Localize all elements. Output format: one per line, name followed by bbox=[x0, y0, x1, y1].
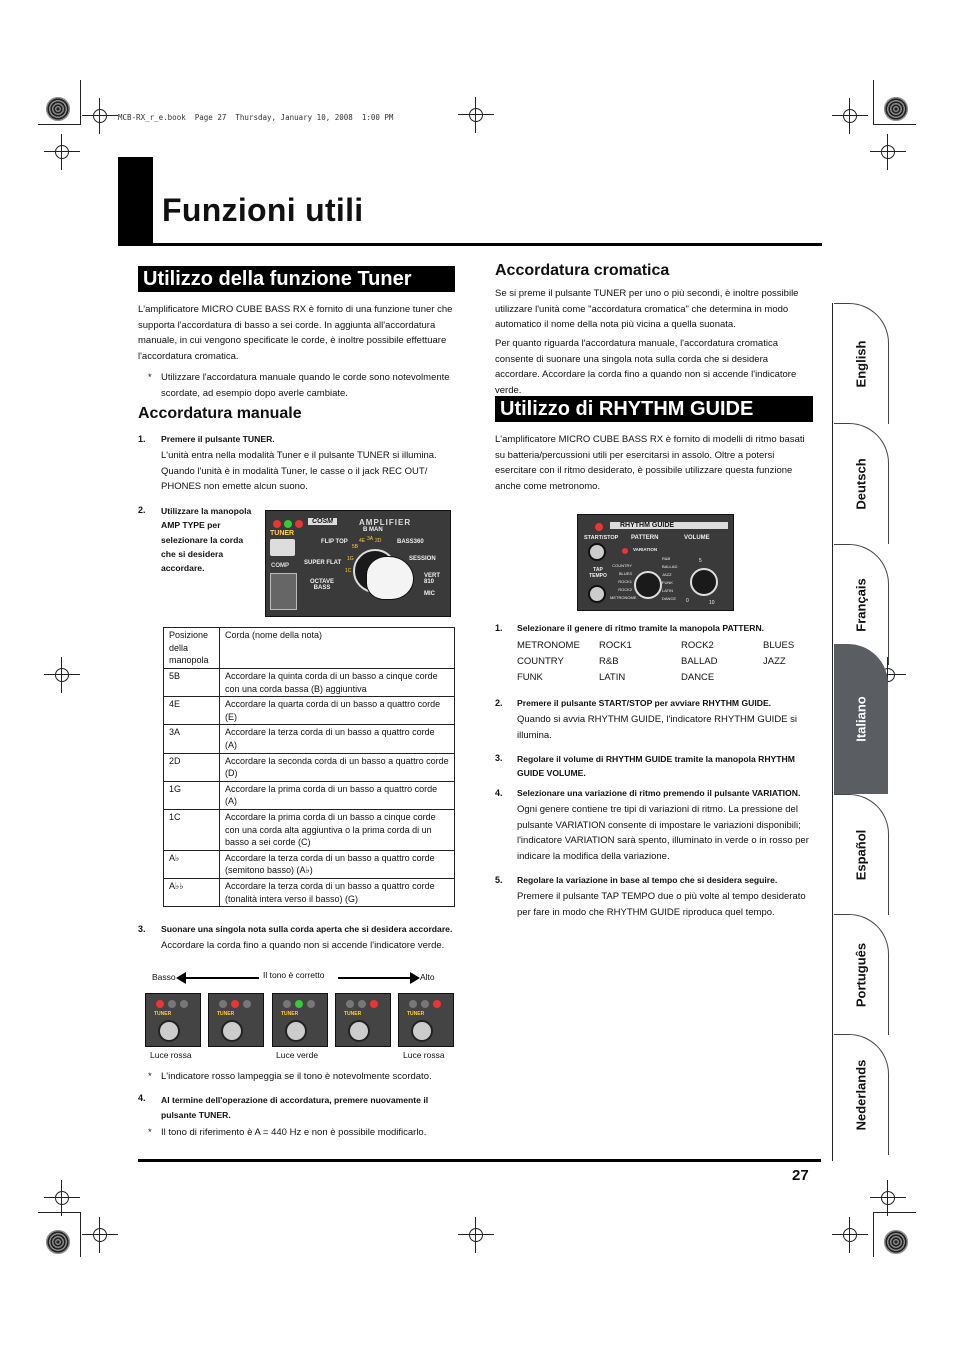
red-led-icon bbox=[433, 1000, 441, 1008]
genre-row bbox=[517, 670, 817, 686]
trim-line bbox=[874, 124, 916, 125]
tab-guide-line bbox=[832, 303, 833, 1161]
subheading-chromatic-tuning: Accordatura cromatica bbox=[495, 262, 670, 279]
table-cell: 1C bbox=[164, 809, 220, 850]
variation-led-icon bbox=[622, 548, 628, 554]
table-cell: 2D bbox=[164, 753, 220, 781]
panel-label: COMP bbox=[271, 563, 289, 569]
step-heading: Premere il pulsante TUNER. bbox=[161, 434, 275, 444]
step-body: Premere il pulsante TAP TEMPO due o più volte al tempo desiderato per fare in modo che RHYTHM GUIDE riproduca quel tempo. bbox=[517, 891, 806, 918]
diagram-caption-red: Luce rossa bbox=[403, 1050, 445, 1060]
tuner-string-table bbox=[163, 627, 455, 907]
trim-line bbox=[873, 80, 874, 125]
step-body: L'unità entra nella modalità Tuner e il pulsante TUNER si illumina. Quando l'unità è in modalità Tuner, le casse o il jack REC OUT/ PHONES non emette alcun suono. bbox=[161, 450, 437, 493]
diagram-caption-red: Luce rossa bbox=[150, 1050, 192, 1060]
genre-item: ROCK1 bbox=[599, 640, 632, 651]
pattern-label: ROCK2 bbox=[618, 587, 632, 592]
pattern-label: BALLAD bbox=[662, 564, 678, 569]
panel-label: SESSION bbox=[409, 556, 436, 562]
tab-deutsch[interactable] bbox=[834, 423, 889, 544]
step-number: 5. bbox=[495, 875, 503, 885]
tuner-green-led-icon bbox=[284, 520, 292, 528]
crop-mark bbox=[90, 1225, 110, 1245]
step-body: Ogni genere contiene tre tipi di variazioni di ritmo. La pressione del pulsante VARIATION consente di impostare le variazioni disponibili; l'indicatore VARIATION sarà spento, illuminato in verde o in rosso per indicare la modifica della variazione. bbox=[517, 804, 809, 862]
diagram-label-center: Il tono è corretto bbox=[263, 970, 325, 980]
knob-position-label: 2D bbox=[375, 538, 382, 544]
pattern-label: BLUES bbox=[618, 571, 632, 576]
led-off-icon bbox=[283, 1000, 291, 1008]
table-cell: 4E bbox=[164, 697, 220, 725]
step-number: 3. bbox=[495, 753, 503, 763]
tab-label: Italiano bbox=[853, 696, 869, 742]
mini-tuner-label: TUNER bbox=[407, 1011, 425, 1017]
genre-item: BLUES bbox=[763, 640, 795, 651]
volume-scale-label: 5 bbox=[699, 558, 702, 564]
tab-portugues[interactable] bbox=[834, 914, 889, 1035]
arrow-left-icon bbox=[176, 972, 186, 984]
table-row bbox=[164, 697, 455, 725]
panel-label: B MAN bbox=[363, 527, 383, 533]
registration-disc bbox=[46, 97, 70, 121]
registration-disc bbox=[884, 1230, 908, 1254]
step-body: Quando si avvia RHYTHM GUIDE, l'indicatore RHYTHM GUIDE si illumina. bbox=[517, 714, 798, 741]
rhythm-guide-intro: L'amplificatore MICRO CUBE BASS RX è fornito di modelli di ritmo basati su batteria/percussioni utili per esercitarsi in assolo. Oltre a potersi esercitare con il ritmo desiderato, è possibile utilizzare questa funzione anche come metronomo. bbox=[495, 434, 805, 492]
step-heading: Premere il pulsante START/STOP per avviare RHYTHM GUIDE. bbox=[517, 698, 772, 708]
red-led-icon bbox=[231, 1000, 239, 1008]
tuner-indicator-state-3 bbox=[272, 993, 328, 1047]
button-icon bbox=[158, 1020, 180, 1042]
crop-mark bbox=[52, 1188, 72, 1208]
panel-label: START/STOP bbox=[584, 535, 619, 541]
genre-item: JAZZ bbox=[763, 656, 786, 667]
genre-list bbox=[517, 638, 817, 686]
panel-label: FLIP TOP bbox=[321, 539, 348, 545]
step-number: 1. bbox=[138, 434, 146, 444]
step-number: 4. bbox=[138, 1093, 146, 1103]
chromatic-paragraph-2: Per quanto riguarda l'accordatura manuale, l'accordatura cromatica consente di suonare una singola nota sulla corda che si desidera accordare. Accordare la corda fino a quando non si accende l'indicatore verde. bbox=[495, 338, 797, 396]
step-heading: Selezionare una variazione di ritmo premendo il pulsante VARIATION. bbox=[517, 788, 801, 798]
note-bullet: * bbox=[148, 1071, 152, 1082]
pattern-label: DANCE bbox=[662, 596, 677, 601]
led-off-icon bbox=[421, 1000, 429, 1008]
led-off-icon bbox=[307, 1000, 315, 1008]
panel-label: MIC bbox=[424, 591, 435, 597]
step-heading: Utilizzare la manopola AMP TYPE per selezionare la corda che si desidera accordare. bbox=[161, 506, 252, 574]
tab-label: Nederlands bbox=[853, 1059, 869, 1131]
volume-knob-icon bbox=[690, 568, 718, 596]
panel-label: VARIATION bbox=[633, 547, 658, 552]
led-off-icon bbox=[243, 1000, 251, 1008]
genre-item: FUNK bbox=[517, 672, 543, 683]
hand-icon bbox=[366, 556, 414, 600]
start-stop-button-icon bbox=[588, 543, 606, 561]
volume-scale-label: 10 bbox=[709, 600, 715, 606]
table-cell: A♭♭ bbox=[164, 878, 220, 906]
mini-tuner-label: TUNER bbox=[154, 1011, 172, 1017]
page-number: 27 bbox=[792, 1167, 809, 1184]
tab-label: Português bbox=[853, 942, 869, 1008]
led-off-icon bbox=[409, 1000, 417, 1008]
note-reference-pitch: Il tono di riferimento è A = 440 Hz e non è possibile modificarlo. bbox=[161, 1127, 427, 1138]
crop-mark bbox=[466, 105, 486, 125]
table-header: Corda (nome della nota) bbox=[220, 628, 455, 669]
note-bullet: * bbox=[148, 1127, 152, 1138]
table-cell: Accordare la terza corda di un basso a quattro corde (A) bbox=[220, 725, 455, 753]
registration-disc bbox=[884, 97, 908, 121]
pattern-label: JAZZ bbox=[662, 572, 672, 577]
trim-line bbox=[80, 1212, 81, 1257]
volume-scale-label: 0 bbox=[686, 598, 689, 604]
tuner-indicator-state-1 bbox=[145, 993, 201, 1047]
genre-item: DANCE bbox=[681, 672, 715, 683]
genre-item: BALLAD bbox=[681, 656, 718, 667]
crop-mark bbox=[90, 106, 110, 126]
table-cell: Accordare la prima corda di un basso a quattro corde (A) bbox=[220, 781, 455, 809]
genre-row bbox=[517, 638, 817, 654]
trim-line bbox=[80, 80, 81, 125]
step-heading: Regolare la variazione in base al tempo che si desidera seguire. bbox=[517, 875, 778, 885]
led-off-icon bbox=[219, 1000, 227, 1008]
knob-position-label: 1G bbox=[347, 556, 354, 562]
panel-label: VOLUME bbox=[684, 535, 710, 541]
crop-mark bbox=[878, 142, 898, 162]
crop-mark bbox=[878, 1188, 898, 1208]
genre-item: METRONOME bbox=[517, 640, 580, 651]
file-header: MCB-RX_r_e.book Page 27 Thursday, January 10, 2008 1:00 PM bbox=[118, 113, 394, 122]
tuner-button-icon bbox=[270, 539, 295, 556]
genre-row bbox=[517, 654, 817, 670]
crop-mark bbox=[466, 1225, 486, 1245]
table-cell: Accordare la quarta corda di un basso a quattro corde (E) bbox=[220, 697, 455, 725]
table-cell: Accordare la prima corda di un basso a cinque corde con una corda alta aggiuntiva o la prima corda di un basso a sei corde (C) bbox=[220, 809, 455, 850]
tuner-indicator-state-2 bbox=[208, 993, 264, 1047]
diagram-label-low: Basso bbox=[152, 972, 176, 982]
comp-knob-icon bbox=[270, 573, 297, 610]
mini-tuner-label: TUNER bbox=[281, 1011, 299, 1017]
trim-line bbox=[874, 1212, 916, 1213]
title-accent-bar bbox=[118, 157, 153, 245]
note-red-blink: L'indicatore rosso lampeggia se il tono è notevolmente scordato. bbox=[161, 1071, 432, 1082]
tab-espanol[interactable] bbox=[834, 794, 889, 915]
step-number: 3. bbox=[138, 924, 146, 934]
pattern-right-list bbox=[662, 555, 677, 603]
genre-item: ROCK2 bbox=[681, 640, 714, 651]
pattern-knob-icon bbox=[634, 571, 662, 599]
trim-line bbox=[38, 124, 80, 125]
panel-title: RHYTHM GUIDE bbox=[610, 522, 728, 529]
table-row bbox=[164, 725, 455, 753]
note-manual-tuning: Utilizzare l'accordatura manuale quando le corde sono notevolmente scordate, ad esempio dopo averle cambiate. bbox=[161, 372, 450, 399]
rhythm-guide-led-icon bbox=[595, 523, 603, 531]
panel-label: OCTAVE BASS bbox=[309, 579, 335, 591]
button-icon bbox=[348, 1020, 370, 1042]
rhythm-guide-panel-illustration bbox=[577, 514, 734, 611]
chromatic-paragraph-1: Se si preme il pulsante TUNER per uno o più secondi, è inoltre possibile utilizzare l'unità come "accordatura cromatica" che determina in modo automatico il nome della nota più vicina a quella suonata. bbox=[495, 288, 799, 331]
table-cell: A♭ bbox=[164, 850, 220, 878]
led-off-icon bbox=[180, 1000, 188, 1008]
pattern-label: R&B bbox=[662, 556, 671, 561]
genre-item: COUNTRY bbox=[517, 656, 564, 667]
step-body: Accordare la corda fino a quando non si accende l'indicatore verde. bbox=[161, 940, 445, 951]
diagram-label-high: Alto bbox=[420, 972, 435, 982]
tab-label: Français bbox=[853, 578, 869, 632]
table-cell: Accordare la seconda corda di un basso a quattro corde (D) bbox=[220, 753, 455, 781]
title-rule bbox=[118, 243, 822, 246]
panel-label: AMPLIFIER bbox=[359, 518, 412, 527]
table-cell: Accordare la quinta corda di un basso a cinque corde con una corda bassa (B) aggiuntiva bbox=[220, 669, 455, 697]
arrow-right-icon bbox=[410, 972, 420, 984]
panel-label: TUNER bbox=[270, 530, 295, 537]
led-off-icon bbox=[358, 1000, 366, 1008]
button-icon bbox=[285, 1020, 307, 1042]
amp-type-panel-illustration bbox=[265, 510, 451, 617]
mini-tuner-label: TUNER bbox=[217, 1011, 235, 1017]
step-number: 1. bbox=[495, 623, 503, 633]
arrow-left-line bbox=[181, 977, 259, 979]
arrow-right-line bbox=[338, 977, 412, 979]
tab-label: Deutsch bbox=[853, 458, 869, 510]
page-title: Funzioni utili bbox=[162, 192, 364, 228]
tab-italiano[interactable] bbox=[834, 644, 888, 794]
step-heading: Suonare una singola nota sulla corda aperta che si desidera accordare. bbox=[161, 924, 453, 934]
pattern-label: METRONOME bbox=[610, 595, 637, 600]
table-header-row bbox=[164, 628, 455, 669]
footer-rule bbox=[138, 1159, 821, 1162]
knob-position-label: 3A bbox=[367, 536, 374, 542]
tab-label: Español bbox=[853, 829, 869, 881]
pattern-left-list bbox=[610, 562, 637, 602]
red-led-icon bbox=[156, 1000, 164, 1008]
table-row bbox=[164, 878, 455, 906]
table-row bbox=[164, 809, 455, 850]
tap-tempo-button-icon bbox=[588, 585, 606, 603]
button-icon bbox=[411, 1020, 433, 1042]
section-heading-rhythm-guide: Utilizzo di RHYTHM GUIDE bbox=[495, 396, 813, 422]
section-heading-tuner: Utilizzo della funzione Tuner bbox=[138, 266, 455, 292]
tuner-indicator-state-5 bbox=[398, 993, 454, 1047]
green-led-icon bbox=[295, 1000, 303, 1008]
knob-position-label: 4E bbox=[359, 538, 366, 544]
panel-label: TAP TEMPO bbox=[589, 567, 607, 579]
trim-line bbox=[873, 1212, 874, 1257]
tab-label: English bbox=[853, 340, 869, 388]
tuner-red-led-icon bbox=[295, 520, 303, 528]
tuner-indicator-state-4 bbox=[335, 993, 391, 1047]
table-cell: 3A bbox=[164, 725, 220, 753]
crop-mark bbox=[840, 1225, 860, 1245]
led-off-icon bbox=[168, 1000, 176, 1008]
button-icon bbox=[221, 1020, 243, 1042]
step-number: 2. bbox=[495, 698, 503, 708]
note-bullet: * bbox=[148, 372, 152, 383]
pattern-label: ROCK1 bbox=[618, 579, 632, 584]
table-row bbox=[164, 850, 455, 878]
step-number: 2. bbox=[138, 505, 146, 515]
panel-label: BASS360 bbox=[397, 539, 424, 545]
mini-tuner-label: TUNER bbox=[344, 1011, 362, 1017]
panel-label: COSM bbox=[308, 518, 337, 525]
step-heading: Al termine dell'operazione di accordatura, premere nuovamente il pulsante TUNER. bbox=[161, 1095, 429, 1120]
step-number: 4. bbox=[495, 788, 503, 798]
diagram-caption-green: Luce verde bbox=[276, 1050, 319, 1060]
step-heading: Selezionare il genere di ritmo tramite la manopola PATTERN. bbox=[517, 623, 765, 633]
pattern-label: COUNTRY bbox=[612, 563, 632, 568]
panel-label: SUPER FLAT bbox=[304, 560, 342, 566]
tab-english[interactable] bbox=[834, 303, 889, 424]
led-off-icon bbox=[346, 1000, 354, 1008]
tuner-red-led-icon bbox=[273, 520, 281, 528]
knob-position-label: 1C bbox=[345, 568, 352, 574]
table-row bbox=[164, 669, 455, 697]
trim-line bbox=[38, 1212, 80, 1213]
knob-position-label: 5B bbox=[352, 544, 359, 550]
pattern-label: LATIN bbox=[662, 588, 674, 593]
red-led-icon bbox=[370, 1000, 378, 1008]
panel-label: PATTERN bbox=[631, 535, 659, 541]
table-header: Posizione della manopola bbox=[164, 628, 220, 669]
genre-item: R&B bbox=[599, 656, 619, 667]
table-cell: 1G bbox=[164, 781, 220, 809]
pattern-label: FUNK bbox=[662, 580, 673, 585]
subheading-manual-tuning: Accordatura manuale bbox=[138, 405, 302, 422]
registration-disc bbox=[46, 1230, 70, 1254]
crop-mark bbox=[840, 106, 860, 126]
crop-mark bbox=[52, 665, 72, 685]
table-cell: 5B bbox=[164, 669, 220, 697]
table-cell: Accordare la terza corda di un basso a quattro corde (tonalità intera verso il basso) (G) bbox=[220, 878, 455, 906]
table-cell: Accordare la terza corda di un basso a quattro corde (semitono basso) (A♭) bbox=[220, 850, 455, 878]
panel-label: VERT 810 bbox=[424, 573, 441, 585]
table-row bbox=[164, 781, 455, 809]
table-row bbox=[164, 753, 455, 781]
step-heading: Regolare il volume di RHYTHM GUIDE tramite la manopola RHYTHM GUIDE VOLUME. bbox=[517, 754, 795, 778]
crop-mark bbox=[52, 142, 72, 162]
genre-item bbox=[763, 670, 817, 686]
tuner-intro: L'amplificatore MICRO CUBE BASS RX è fornito di una funzione tuner che supporta l'accordatura di basso a sei corde. In aggiunta all'accordatura manuale, in cui vengono specificate le corde, è inoltre possibile effettuare l'accordatura cromatica. bbox=[138, 304, 453, 362]
genre-item: LATIN bbox=[599, 672, 626, 683]
tab-nederlands[interactable] bbox=[834, 1034, 889, 1155]
